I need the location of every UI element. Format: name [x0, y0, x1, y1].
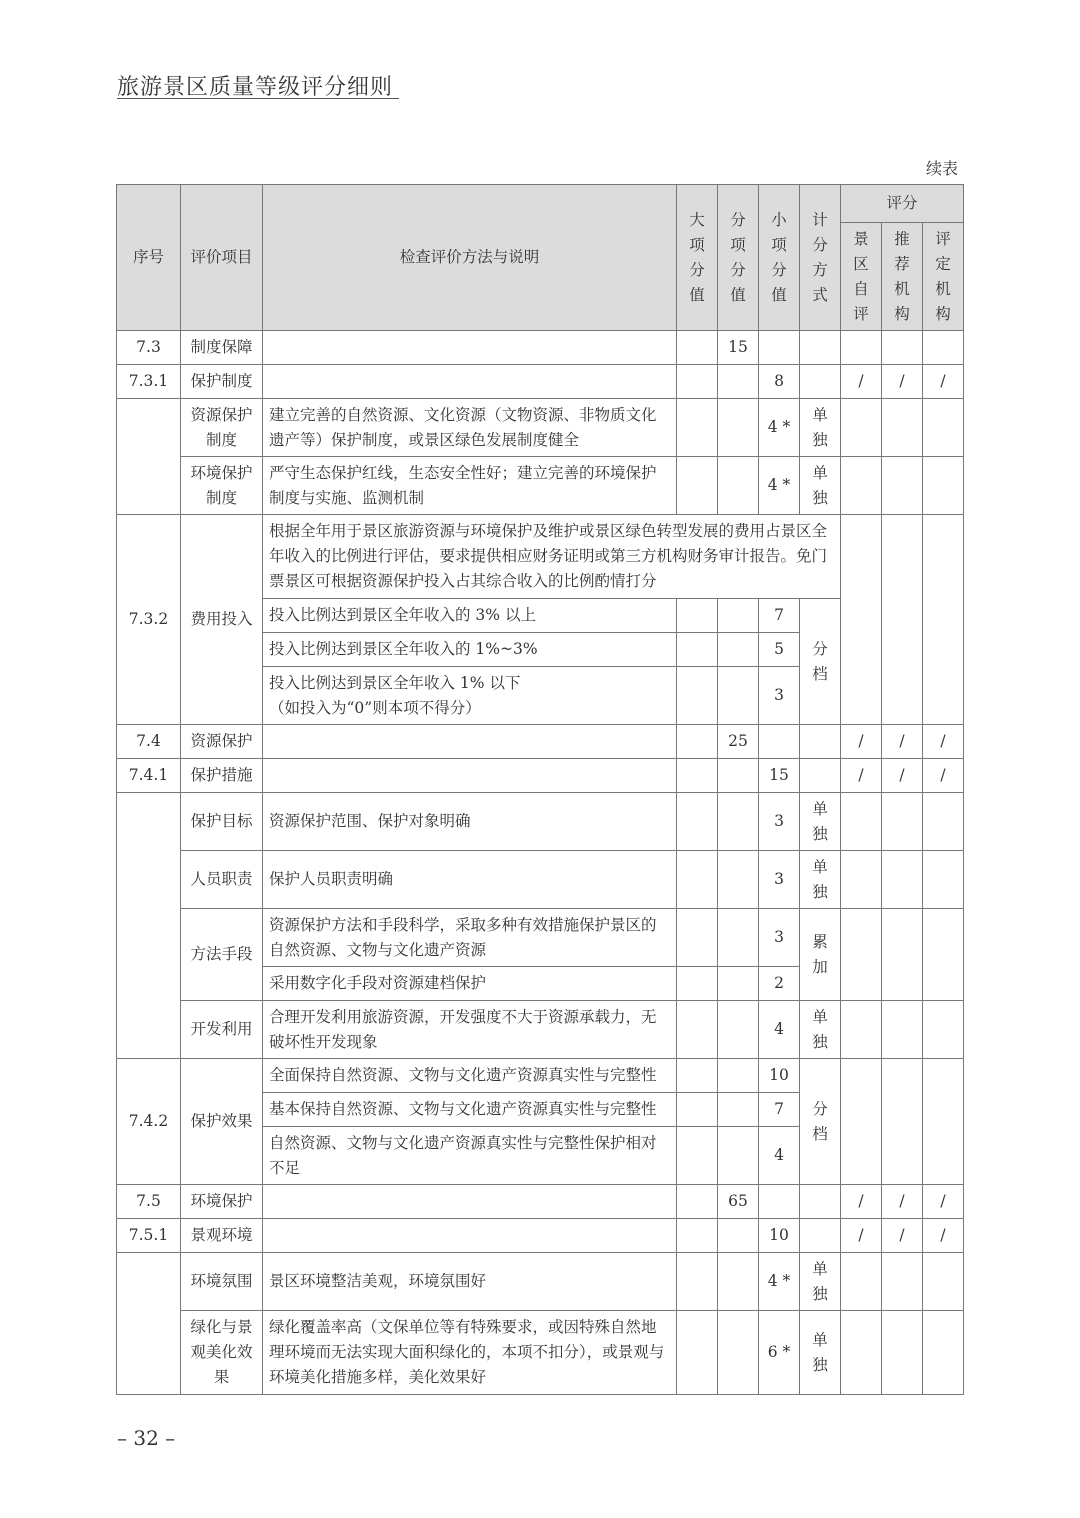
cell-assess: / — [923, 759, 964, 793]
table-row — [117, 457, 964, 515]
cell-small: 4 * — [759, 1253, 800, 1311]
cell-mode: 分档 — [800, 1059, 841, 1185]
cell-method: 保护人员职责明确 — [263, 851, 677, 909]
col-mode: 计分方式 — [800, 185, 841, 331]
cell-small: 10 — [759, 1059, 800, 1093]
cell-self: / — [841, 1219, 882, 1253]
page-number: – 32 – — [117, 1426, 176, 1450]
col-method: 检查评价方法与说明 — [263, 185, 677, 331]
cell-small: 2 — [759, 967, 800, 1001]
table-row — [117, 725, 964, 759]
table-row — [117, 1253, 964, 1311]
cell-small: 4 — [759, 1001, 800, 1059]
table-row — [117, 399, 964, 457]
cell-small: 4 * — [759, 399, 800, 457]
cell-small: 15 — [759, 759, 800, 793]
cell-small: 5 — [759, 633, 800, 667]
col-item: 评价项目 — [181, 185, 263, 331]
cell-seq: 7.4 — [117, 725, 181, 759]
cell-mode: 累加 — [800, 909, 841, 1001]
col-self: 景区自评 — [841, 223, 882, 331]
option-note: （如投入为“0”则本项不得分） — [269, 698, 481, 717]
cell-recommend: / — [882, 1185, 923, 1219]
cell-assess: / — [923, 1185, 964, 1219]
header-rule — [117, 98, 399, 99]
cell-assess: / — [923, 1219, 964, 1253]
cell-small: 3 — [759, 909, 800, 967]
cell-recommend: / — [882, 759, 923, 793]
table-header-row — [117, 185, 964, 223]
col-seq: 序号 — [117, 185, 181, 331]
cell-seq: 7.4.1 — [117, 759, 181, 793]
cell-item: 制度保障 — [181, 331, 263, 365]
cell-mode: 单独 — [800, 399, 841, 457]
cell-seq: 7.5.1 — [117, 1219, 181, 1253]
cell-option: 基本保持自然资源、文物与文化遗产资源真实性与完整性 — [263, 1093, 677, 1127]
cell-item: 开发利用 — [181, 1001, 263, 1059]
option-text: 投入比例达到景区全年收入 1% 以下 — [269, 673, 521, 692]
cell-method: 资源保护方法和手段科学，采取多种有效措施保护景区的自然资源、文物与文化遗产资源 — [263, 909, 677, 967]
col-big: 大项分值 — [677, 185, 718, 331]
cell-item: 景观环境 — [181, 1219, 263, 1253]
cell-small: 3 — [759, 793, 800, 851]
table-row — [117, 909, 964, 967]
cell-sub: 25 — [718, 725, 759, 759]
table-row — [117, 793, 964, 851]
col-small: 小项分值 — [759, 185, 800, 331]
cell-method-intro: 根据全年用于景区旅游资源与环境保护及维护或景区绿色转型发展的费用占景区全年收入的比例进行评估，要求提供相应财务证明或第三方机构财务审计报告。免门票景区可根据资源保护投入占其综合收入的比例酌情打分 — [263, 515, 841, 599]
cell-small: 3 — [759, 851, 800, 909]
cell-seq: 7.5 — [117, 1185, 181, 1219]
cell-item: 保护效果 — [181, 1059, 263, 1185]
table-row — [117, 515, 964, 599]
table-row — [117, 1185, 964, 1219]
cell-item: 环境氛围 — [181, 1253, 263, 1311]
table-row — [117, 1219, 964, 1253]
cell-option: 投入比例达到景区全年收入的 3% 以上 — [263, 599, 677, 633]
scoring-table — [116, 184, 964, 1395]
cell-option: 全面保持自然资源、文物与文化遗产资源真实性与完整性 — [263, 1059, 677, 1093]
cell-item: 绿化与景观美化效果 — [181, 1311, 263, 1395]
cell-small: 10 — [759, 1219, 800, 1253]
cell-mode: 单独 — [800, 1311, 841, 1395]
cell-item: 方法手段 — [181, 909, 263, 1001]
cell-seq: 7.3 — [117, 331, 181, 365]
cell-mode: 单独 — [800, 1001, 841, 1059]
table-row — [117, 851, 964, 909]
cell-item: 人员职责 — [181, 851, 263, 909]
cell-mode: 分档 — [800, 599, 841, 725]
cell-item: 保护目标 — [181, 793, 263, 851]
table-row — [117, 365, 964, 399]
cell-seq: 7.4.2 — [117, 1059, 181, 1185]
col-assess: 评定机构 — [923, 223, 964, 331]
cell-self: / — [841, 1185, 882, 1219]
cell-recommend: / — [882, 725, 923, 759]
cell-self: / — [841, 759, 882, 793]
col-score: 评分 — [841, 185, 964, 223]
col-recommend: 推荐机构 — [882, 223, 923, 331]
cell-option: 自然资源、文物与文化遗产资源真实性与完整性保护相对不足 — [263, 1127, 677, 1185]
cell-small: 6 * — [759, 1311, 800, 1395]
cell-small: 7 — [759, 1093, 800, 1127]
cell-small: 8 — [759, 365, 800, 399]
cell-sub: 15 — [718, 331, 759, 365]
cell-sub: 65 — [718, 1185, 759, 1219]
cell-item: 资源保护制度 — [181, 399, 263, 457]
cell-method: 合理开发利用旅游资源，开发强度不大于资源承载力，无破坏性开发现象 — [263, 1001, 677, 1059]
cell-item: 环境保护制度 — [181, 457, 263, 515]
table-row — [117, 1059, 964, 1093]
cell-assess: / — [923, 725, 964, 759]
cell-option: 投入比例达到景区全年收入的 1%~3% — [263, 633, 677, 667]
cell-item: 资源保护 — [181, 725, 263, 759]
cell-mode: 单独 — [800, 1253, 841, 1311]
cell-item: 环境保护 — [181, 1185, 263, 1219]
col-sub: 分项分值 — [718, 185, 759, 331]
table-row — [117, 331, 964, 365]
cell-recommend: / — [882, 1219, 923, 1253]
cell-method: 资源保护范围、保护对象明确 — [263, 793, 677, 851]
cell-method: 严守生态保护红线，生态安全性好；建立完善的环境保护制度与实施、监测机制 — [263, 457, 677, 515]
cell-small: 4 — [759, 1127, 800, 1185]
cell-mode: 单独 — [800, 793, 841, 851]
cell-item: 保护制度 — [181, 365, 263, 399]
cell-item: 费用投入 — [181, 515, 263, 725]
cell-method: 景区环境整洁美观，环境氛围好 — [263, 1253, 677, 1311]
cell-seq: 7.3.2 — [117, 515, 181, 725]
cell-method: 采用数字化手段对资源建档保护 — [263, 967, 677, 1001]
cell-small: 3 — [759, 667, 800, 725]
continued-label: 续表 — [925, 159, 958, 178]
cell-seq: 7.3.1 — [117, 365, 181, 399]
cell-self: / — [841, 365, 882, 399]
cell-mode: 单独 — [800, 851, 841, 909]
cell-method: 建立完善的自然资源、文化资源（文物资源、非物质文化遗产等）保护制度，或景区绿色发展制度健全 — [263, 399, 677, 457]
cell-small: 4 * — [759, 457, 800, 515]
cell-assess: / — [923, 365, 964, 399]
table-row — [117, 1001, 964, 1059]
cell-option — [263, 667, 677, 725]
cell-self: / — [841, 725, 882, 759]
table-row — [117, 759, 964, 793]
table-row — [117, 1311, 964, 1395]
cell-method: 绿化覆盖率高（文保单位等有特殊要求，或因特殊自然地理环境而无法实现大面积绿化的，本项不扣分），或景观与环境美化措施多样，美化效果好 — [263, 1311, 677, 1395]
cell-item: 保护措施 — [181, 759, 263, 793]
cell-recommend: / — [882, 365, 923, 399]
cell-mode: 单独 — [800, 457, 841, 515]
page-header-title: 旅游景区质量等级评分细则 — [117, 75, 394, 100]
cell-small: 7 — [759, 599, 800, 633]
